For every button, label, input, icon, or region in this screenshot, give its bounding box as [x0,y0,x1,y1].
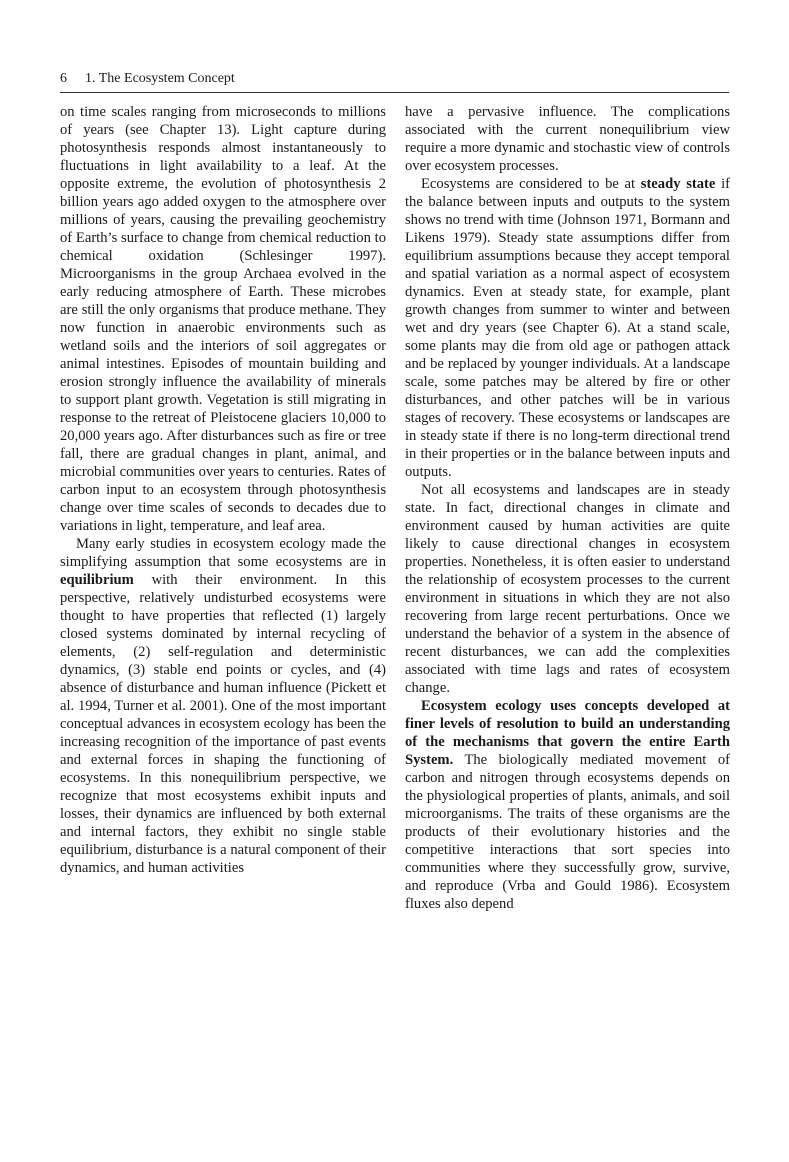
paragraph: Not all ecosystems and landscapes are in steady state. In fact, directional changes in climate and environment caused by human activities are quite likely to cause directional changes in ecosystem properties. Nonetheless, it is often easier to understand the relationship of ecosystem processes to the current environment in situations in which they are not also recovering from large recent perturbations. Once we understand the behavior of a system in the absence of recent disturbances, we can add the complexities associated with time lags and rates of ecosystem change. [405,482,730,696]
paragraph-text: Ecosystems are considered to be at [421,176,641,192]
paragraph: have a pervasive influence. The complications associated with the current nonequilibrium view require a more dynamic and stochastic view of controls over ecosystem processes. [405,104,730,174]
page-number: 6 [60,71,67,86]
paragraph-text: The biologically mediated movement of carbon and nitrogen through ecosystems depends on the physiological properties of plants, animals, and soil microorganisms. The traits of these organisms are the products of their evolutionary histories and the competitive interactions that sort species into communities where they successfully grow, survive, and reproduce (Vrba and Gould 1986). Ecosystem fluxes also depend [405,752,730,912]
bold-heading-sentence: Ecosystem ecology uses concepts developed at finer levels of resolution to build an understanding of the mechanisms that govern the entire Earth System. [405,698,730,768]
chapter-title: 1. The Ecosystem Concept [85,71,235,86]
paragraph [405,175,730,481]
paragraph-text: with their environment. In this perspective, relatively undisturbed ecosystems were thought to have properties that reflected (1) largely closed systems dominated by internal recycling of elements, (2) self-regulation and deterministic dynamics, (3) stable end points or cycles, and (4) absence of disturbance and human influence (Pickett et al. 1994, Turner et al. 2001). One of the most important conceptual advances in ecosystem ecology has been the increasing recognition of the importance of past events and external forces in shaping the functioning of ecosystems. In this nonequilibrium perspective, we recognize that most ecosystems exhibit inputs and losses, their dynamics are influenced by both external and internal factors, they exhibit no single stable equilibrium, disturbance is a natural component of their dynamics, and human activities [60,572,386,876]
header-rule [60,92,729,93]
bold-term: equilibrium [60,572,134,588]
paragraph-text: Many early studies in ecosystem ecology made the simplifying assumption that some ecosystems are in [60,536,386,570]
paragraph: on time scales ranging from microseconds to millions of years (see Chapter 13). Light capture during photosynthesis responds almost instantaneously to fluctuations in light availability to a leaf. At the opposite extreme, the evolution of photosynthesis 2 billion years ago added oxygen to the atmosphere over millions of years, causing the prevailing geochemistry of Earth’s surface to change from chemical reduction to chemical oxidation (Schlesinger 1997). Microorganisms in the group Archaea evolved in the early reducing atmosphere of Earth. These microbes are still the only organisms that produce methane. They now function in anaerobic environments such as wetland soils and the interiors of soil aggregates or animal intestines. Episodes of mountain building and erosion strongly influence the availability of minerals to support plant growth. Vegetation is still migrating in response to the retreat of Pleistocene glaciers 10,000 to 20,000 years ago. After disturbances such as fire or tree fall, there are gradual changes in plant, animal, and microbial communities over years to centuries. Rates of carbon input to an ecosystem through photosynthesis change over time scales of seconds to decades due to variations in light, temperature, and leaf area. [60,104,386,534]
running-head [60,71,730,87]
paragraph-text: if the balance between inputs and outputs to the system shows no trend with time (Johnson 1971, Bormann and Likens 1979). Steady state assumptions differ from equilibrium assumptions because they accept temporal and spatial variation as a normal aspect of ecosystem dynamics. Even at steady state, for example, plant growth changes from summer to winter and between wet and dry years (see Chapter 6). At a stand scale, some plants may die from old age or pathogen attack and be replaced by younger individuals. At a landscape scale, some patches may be altered by fire or other disturbances, and other patches will be in various stages of recovery. These ecosystems or landscapes are in steady state if there is no long-term directional trend in their properties or in the balance between inputs and outputs. [405,176,730,480]
bold-term: steady state [640,176,716,192]
paragraph [405,697,730,913]
paragraph [60,535,386,877]
right-column [405,103,730,913]
left-column [60,103,386,877]
